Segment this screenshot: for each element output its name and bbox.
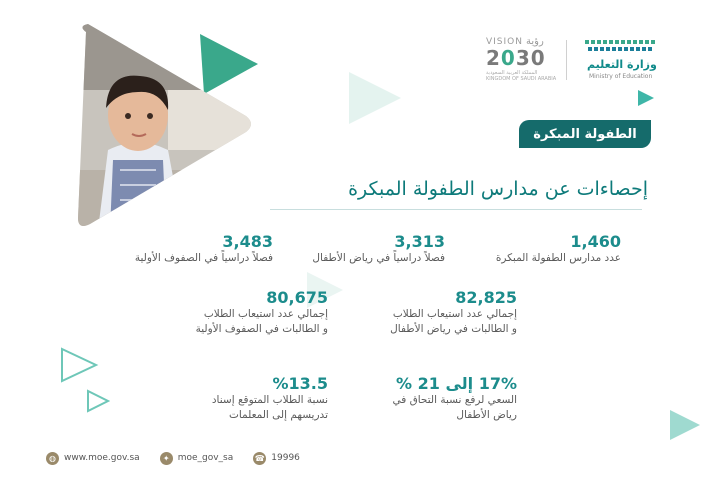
stat-label-line1: نسبة الطلاب المتوقع إسناد: [211, 394, 328, 406]
decor-triangle-left-small: [86, 388, 110, 416]
vision-number-c: 30: [515, 46, 546, 70]
stat-label-line2: تدريسهم إلى المعلمات: [228, 409, 328, 421]
footer-twitter[interactable]: [160, 452, 234, 465]
stat-value: 17% إلى 21 %: [396, 374, 517, 393]
stat-label-line2: و الطالبات في الصفوف الأولية: [195, 323, 328, 335]
stat-label: فصلاً دراسياً في رياض الأطفال: [312, 252, 445, 264]
stat-label-line1: إجمالي عدد استيعاب الطلاب: [392, 308, 517, 320]
vision-number-a: 2: [486, 46, 501, 70]
footer-website[interactable]: [46, 452, 140, 465]
stat-female-teachers: [148, 374, 328, 423]
stat-schools: [431, 232, 621, 266]
stat-label: فصلاً دراسياً في الصفوف الأولية: [134, 252, 273, 264]
globe-icon: ◍: [46, 452, 59, 465]
stat-kindergarten-capacity: [337, 288, 517, 337]
stat-primary-classes: [93, 232, 273, 266]
moe-logo: [575, 36, 665, 86]
section-badge: الطفولة المبكرة: [519, 120, 651, 148]
moe-emblem-icon: [583, 36, 657, 58]
stat-value: 80,675: [266, 288, 328, 307]
child-photo: [58, 20, 258, 230]
stat-kindergarten-classes: [275, 232, 445, 266]
stat-label: عدد مدارس الطفولة المبكرة: [495, 252, 621, 264]
vision-label: VISION: [486, 37, 523, 47]
vision-2030-logo: [486, 36, 556, 86]
page-title: إحصاءات عن مدارس الطفولة المبكرة: [348, 178, 648, 200]
stat-primary-capacity: [148, 288, 328, 337]
decor-triangle-bottom-right: [668, 408, 702, 444]
twitter-handle[interactable]: moe_gov_sa: [177, 453, 234, 463]
stat-value: 3,483: [222, 232, 273, 251]
twitter-icon: ✦: [160, 452, 173, 465]
phone-number[interactable]: 19996: [271, 453, 300, 463]
moe-name-en: Ministry of Education: [589, 73, 653, 80]
stat-value: 3,313: [394, 232, 445, 251]
phone-icon: ☎: [254, 453, 265, 463]
website-link[interactable]: www.moe.gov.sa: [64, 453, 140, 463]
stat-label-line1: السعي لرفع نسبة التحاق في: [392, 394, 517, 406]
footer: [46, 448, 320, 468]
vision-number-b: 0: [500, 46, 516, 70]
moe-name-ar: وزارة التعليم: [587, 58, 657, 71]
vision-sub-ar: المملكة العربية السعودية: [486, 70, 538, 76]
vision-sub-en: KINGDOM OF SAUDI ARABIA: [486, 76, 557, 82]
title-underline: [270, 209, 642, 210]
footer-phone[interactable]: [253, 452, 300, 465]
stat-value: %13.5: [272, 374, 328, 393]
stat-label-line2: رياض الأطفال: [456, 409, 517, 421]
stat-label-line1: إجمالي عدد استيعاب الطلاب: [203, 308, 328, 320]
vision-label-ar: رؤية: [526, 36, 544, 47]
stat-enrollment-goal: [337, 374, 517, 423]
decor-triangle-faint-top: [345, 68, 405, 128]
stat-value: 82,825: [455, 288, 517, 307]
decor-triangle-small: [636, 88, 656, 108]
stat-value: 1,460: [570, 232, 621, 251]
logo-divider: [566, 40, 567, 80]
stat-label-line2: و الطالبات في رياض الأطفال: [390, 323, 517, 335]
